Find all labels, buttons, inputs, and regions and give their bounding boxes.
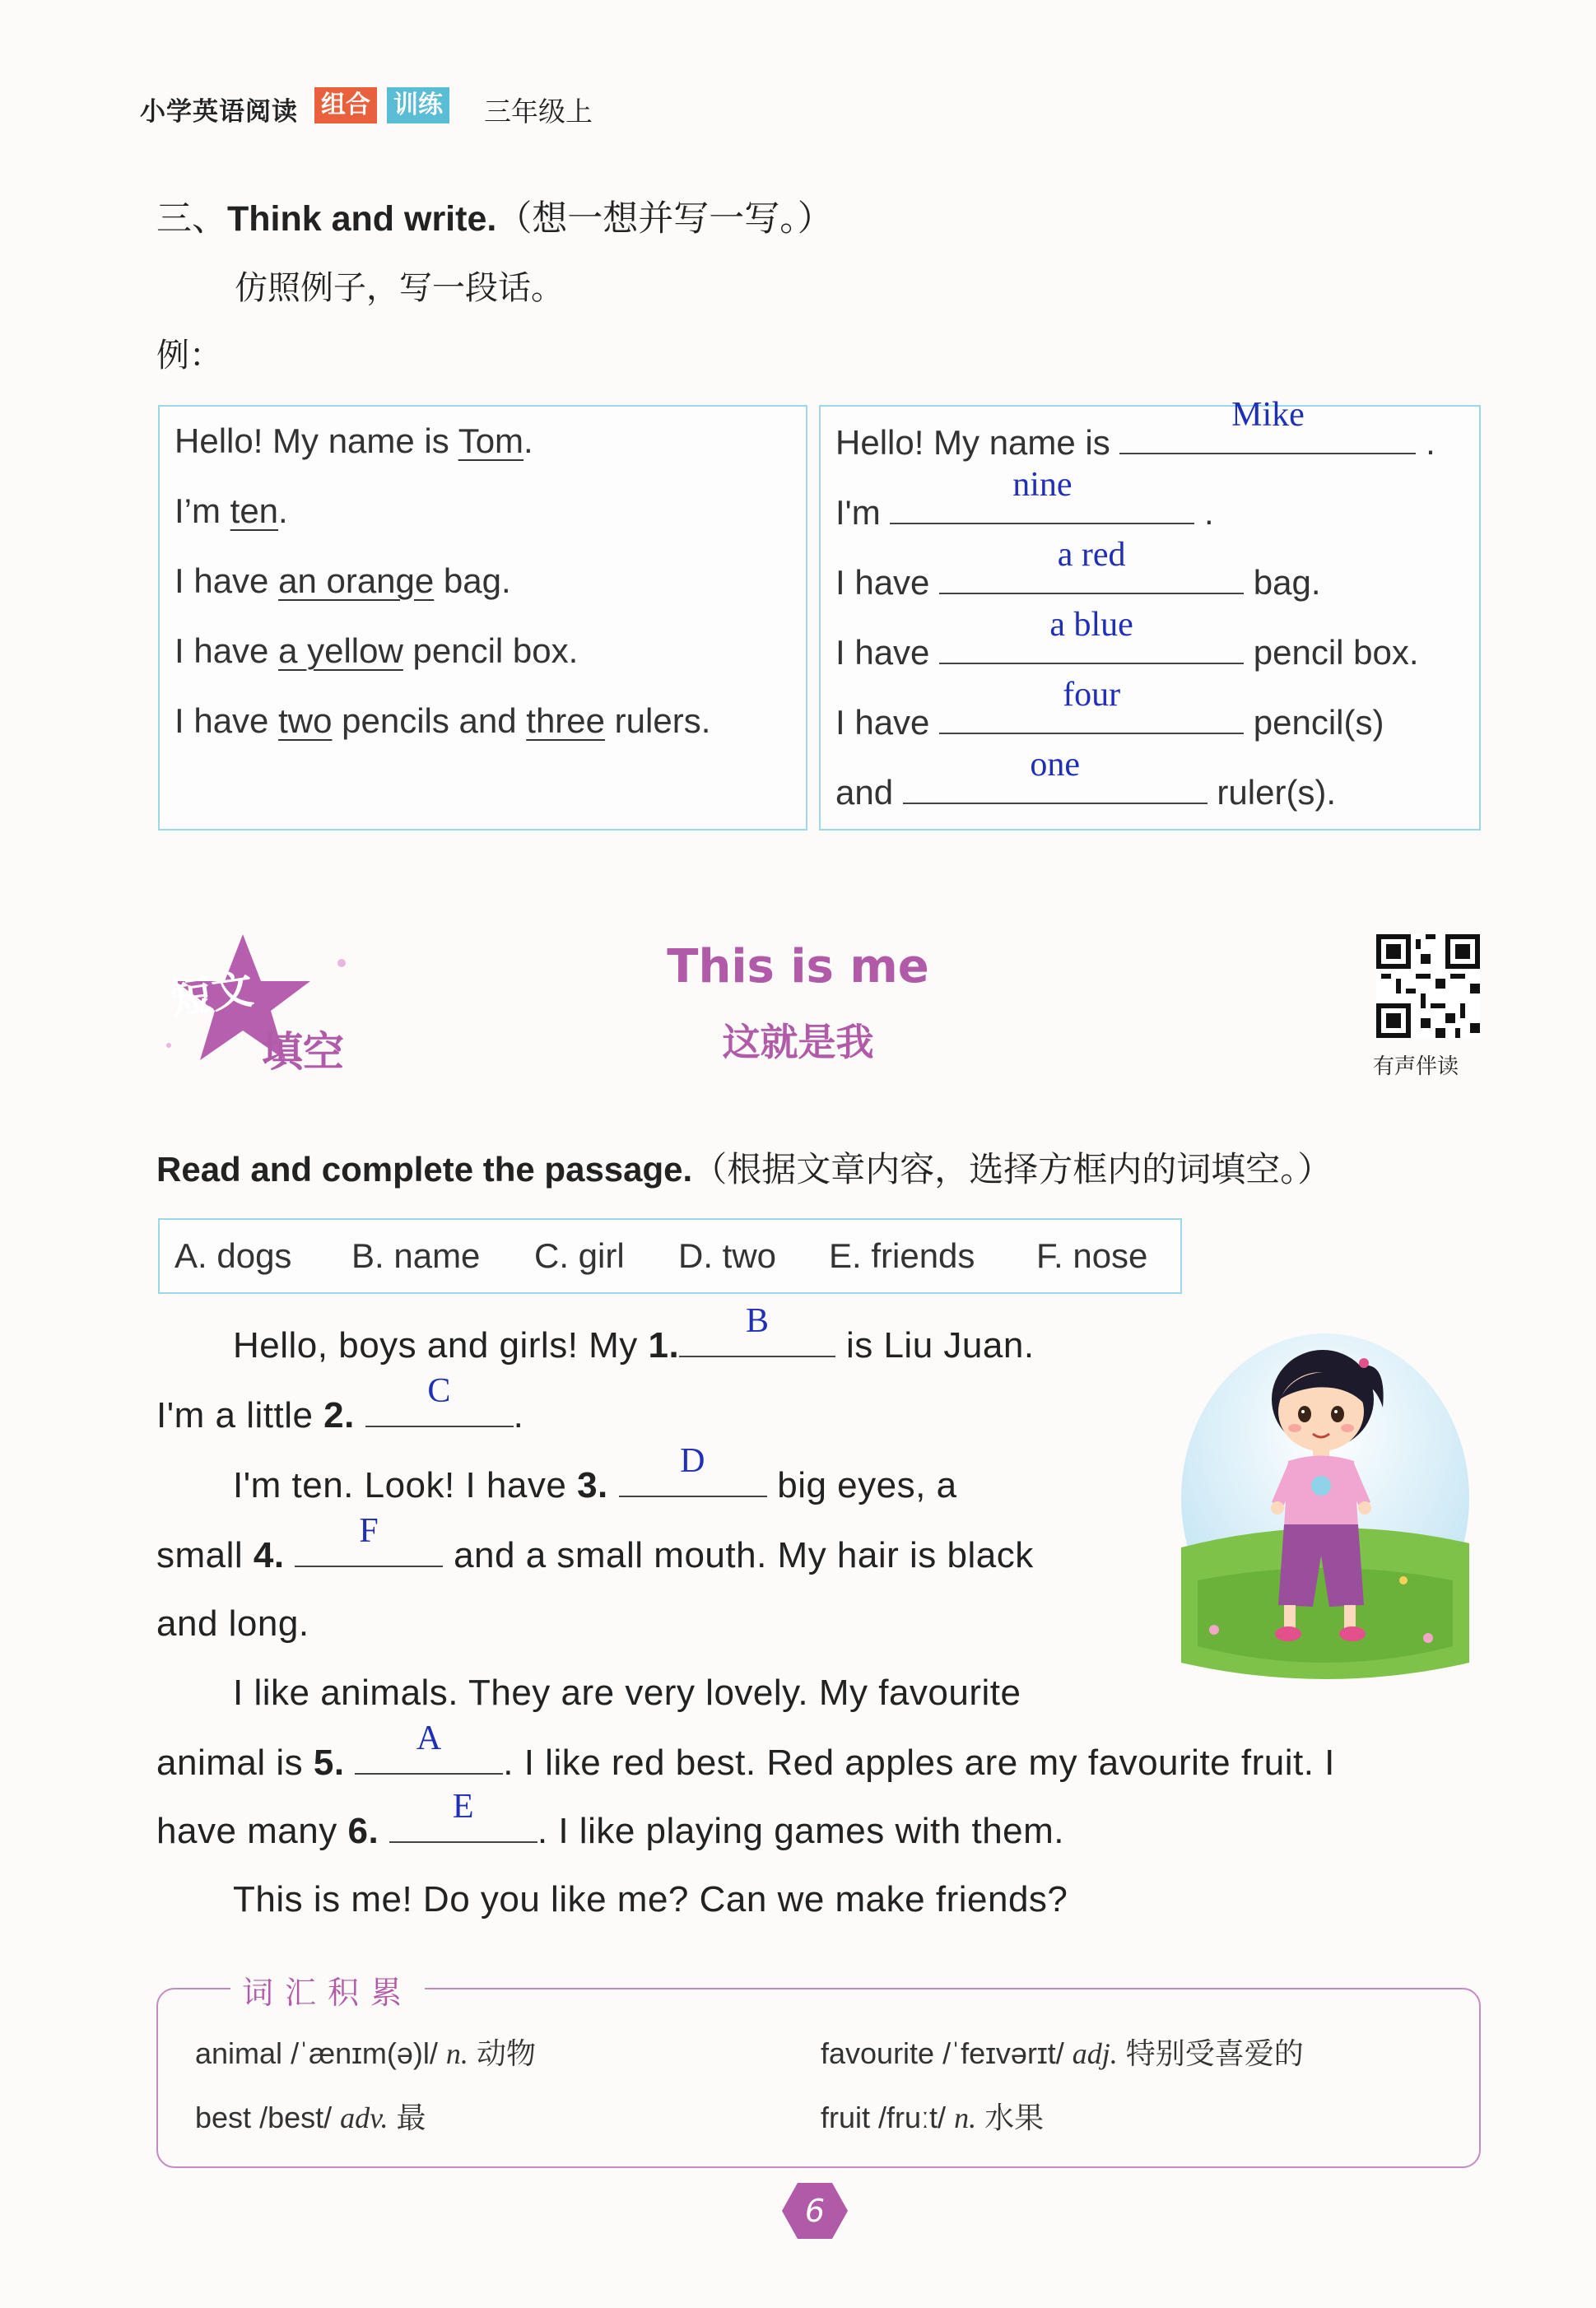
example-line-3: I have an orange bag. [174, 561, 511, 600]
vocab-item-fruit: fruit /fruːt/ n. 水果 [821, 2101, 1045, 2134]
fill-line-2: I'm nine . [835, 466, 1214, 532]
example-line-2: I’m ten. [174, 491, 288, 530]
blank-5[interactable]: A [355, 1745, 503, 1775]
passage-line-7: animal is 5. A . I like red best. Red apples are my favourite fruit. I [156, 1719, 1335, 1783]
instruction-en: Read and complete the passage. [156, 1150, 693, 1189]
passage-line-9: This is me! Do you like me? Can we make friends? [233, 1879, 1068, 1919]
word-options-box [158, 1218, 1182, 1294]
blank-6[interactable]: E [389, 1813, 537, 1843]
grade-label: 三年级上 [484, 95, 593, 128]
answer-blank-age[interactable]: nine [890, 491, 1194, 524]
example-line-1: Hello! My name is Tom. [174, 421, 533, 460]
fill-line-1: Hello! My name is Mike . [835, 396, 1435, 462]
blank-2[interactable]: C [365, 1398, 514, 1427]
option-a: A. dogs [174, 1236, 292, 1275]
instruction-cn: （根据文章内容，选择方框内的词填空。） [692, 1149, 1333, 1189]
vocab-item-animal: animal /ˈænɪm(ə)l/ n. 动物 [195, 2036, 536, 2070]
section-title [156, 191, 833, 241]
reading-subtitle: 这就是我 [722, 1020, 874, 1064]
reading-instruction [156, 1142, 1332, 1192]
header-tag-training: 训练 [387, 87, 449, 123]
fill-line-6: and one ruler(s). [835, 746, 1337, 812]
vocab-box [156, 1988, 1481, 2168]
badge-text-1: 短文 [168, 965, 257, 1024]
vocab-item-best: best /best/ adv. 最 [195, 2101, 426, 2134]
blank-1[interactable]: B [679, 1328, 835, 1357]
option-c: C. girl [534, 1236, 625, 1275]
answer-blank-pencil-box[interactable]: a blue [939, 631, 1244, 664]
passage-line-4: small 4. F and a small mouth. My hair is black [156, 1512, 1034, 1575]
section-title-en: Think and write. [227, 199, 497, 239]
answer-blank-name[interactable]: Mike [1119, 421, 1416, 454]
example-label: 例： [156, 337, 222, 375]
qr-code-icon[interactable] [1376, 934, 1480, 1038]
example-box [158, 405, 807, 831]
answer-blank-pencils[interactable]: four [939, 701, 1244, 734]
book-title: 小学英语阅读 [140, 97, 298, 127]
fill-line-5: I have four pencil(s) [835, 676, 1384, 742]
fill-line-3: I have a red bag. [835, 536, 1321, 602]
passage-line-1: Hello, boys and girls! My 1. B is Liu Juan. [233, 1302, 1035, 1366]
section-instruction: 仿照例子，写一段话。 [235, 269, 564, 307]
option-f: F. nose [1036, 1236, 1148, 1275]
blank-4[interactable]: F [295, 1538, 443, 1567]
header-tag-combo: 组合 [314, 87, 377, 123]
fill-box [819, 396, 1481, 831]
reading-title: This is me [667, 940, 929, 993]
page-number-badge [780, 2181, 849, 2241]
example-line-5: I have two pencils and three rulers. [174, 701, 711, 740]
blank-3[interactable]: D [619, 1468, 767, 1497]
fill-line-4: I have a blue pencil box. [835, 606, 1419, 672]
passage-line-5: and long. [156, 1603, 309, 1644]
section-title-cn: （想一想并写一写。） [496, 198, 833, 240]
option-d: D. two [678, 1236, 777, 1275]
qr-label: 有声伴读 [1373, 1054, 1459, 1079]
badge-text-2: 填空 [262, 1028, 344, 1076]
page-number: 6 [804, 2193, 826, 2229]
answer-blank-rulers[interactable]: one [903, 771, 1207, 804]
girl-picture [1181, 1333, 1469, 1679]
girl-illustration [1181, 1333, 1469, 1679]
answer-blank-bag[interactable]: a red [939, 561, 1244, 594]
passage-line-8: have many 6. E . I like playing games with them. [156, 1788, 1065, 1851]
vocab-title: 词汇积累 [230, 1967, 425, 2013]
passage-line-2: I'm a little 2. C . [156, 1372, 524, 1436]
option-e: E. friends [829, 1236, 975, 1275]
qr-pattern [1376, 934, 1480, 1038]
option-b: B. name [351, 1236, 481, 1275]
example-line-4: I have a yellow pencil box. [174, 631, 579, 670]
vocab-item-favourite: favourite /ˈfeɪvərɪt/ adj. 特别受喜爱的 [821, 2036, 1304, 2070]
passage-line-6: I like animals. They are very lovely. My favourite [233, 1673, 1021, 1713]
passage-line-3: I'm ten. Look! I have 3. D big eyes, a [233, 1442, 957, 1505]
section-number: 三、 [156, 198, 227, 240]
